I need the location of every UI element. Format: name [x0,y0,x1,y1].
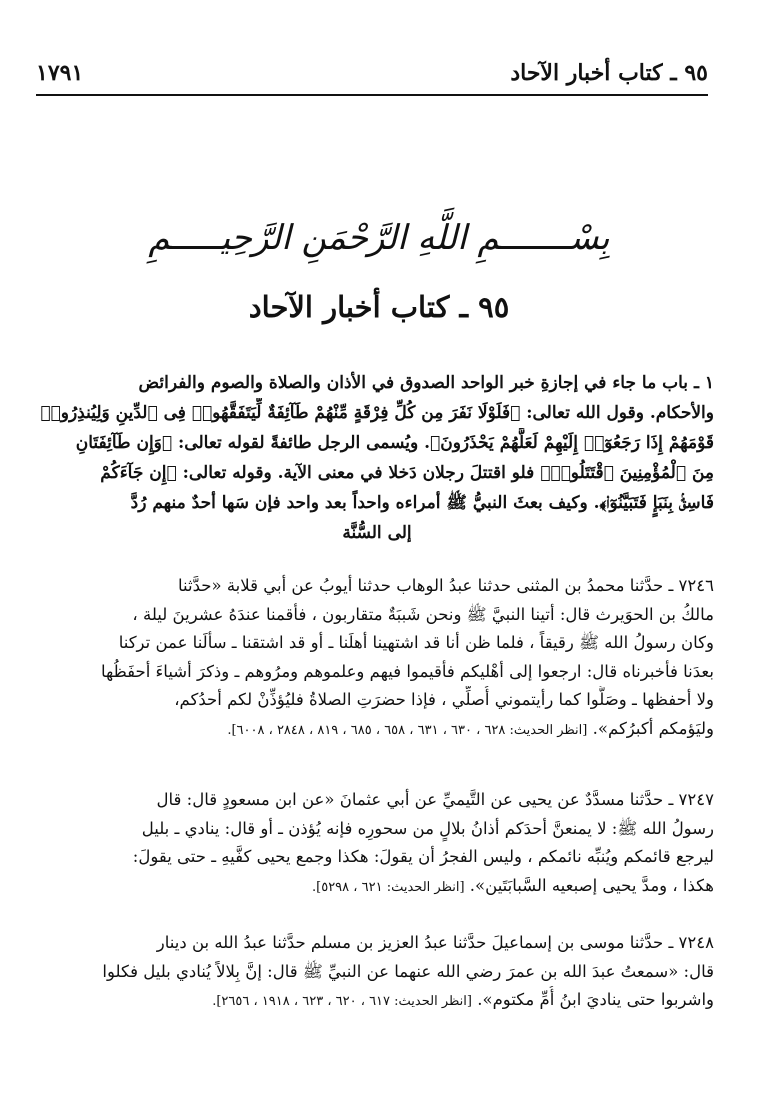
book-title: ٩٥ ـ كتاب أخبار الآحاد [248,290,510,324]
hadith-line: بعدَنا فأخبرناه قال: ارجعوا إلى أهْليكم فأقيموا فيهم وعلموهم ومرُوهم ـ وذكرَ أشياءَ أحفَظُها [101,661,714,681]
hadith-line: ولا أحفظها ـ وصَلُّوا كما رأيتموني أُصلِّي ، فإذا حضرَتِ الصلاةُ فليُؤذِّنْ لكم أحدُكم، [174,690,714,709]
hadith-text: وليَؤمكم أكبرُكم». [592,718,714,738]
hadith-7248 [40,929,714,1017]
hadith-text: هكذا ، ومدَّ يحيى إصبعيه السَّبابَتَين». [469,875,714,895]
bab-line: والأحكام. وقول الله تعالى: ﴿فَلَوْلَا نَفَرَ مِن كُلِّ فِرْقَةٍ مِّنْهُمْ طَآئِفَةٌ لِّيَتَفَقَّهُوا۟ فِى ٱلدِّينِ وَلِيُنذِرُوا۟ [40,403,714,423]
hadith-last-line [40,872,714,903]
bab-line: إلى السُّنَّة [342,523,412,543]
bab-line: فَاسِقٌۢ بِنَبَإٍ فَتَبَيَّنُوٓا۟﴾. وكيف بعثَ النبيُّ ﷺ أمراءه واحداً بعد واحد فإن سَها أحدٌ منهم رُدَّ [130,493,714,513]
header-page-number: ١٧٩١ [36,60,84,86]
hadith-7246 [40,572,714,745]
hadith-line: ليرجع قائمكم ويُنبِّه نائمكم ، وليس الفجرُ أن يقولَ: هكذا وجمع يحيى كفَّيهِ ـ حتى يقولَ: [132,847,714,866]
hadith-line: رسولُ الله ﷺ: لا يمنعنَّ أحدَكم أذانُ بلالٍ من سحورِه فإنه يُؤذن ـ أو قال: ينادي ـ بليل [141,818,714,838]
bab-line: ١ ـ باب ما جاء في إجازةِ خبر الواحد الصدوق في الأذان والصلاة والصوم والفرائض [138,373,714,393]
hadith-last-line [40,715,714,746]
hadith-last-line [40,986,714,1017]
hadith-cross-references: [انظر الحديث: ٦٢١ ، ٥٢٩٨]. [312,879,465,895]
running-header [36,58,708,96]
hadith-line: ٧٢٤٧ ـ حدَّثنا مسدَّدٌ عن يحيى عن التَّيميِّ عن أبي عثمانَ «عن ابن مسعودٍ قال: قال [156,790,714,809]
hadith-line: ٧٢٤٦ ـ حدَّثنا محمدُ بن المثنى حدثنا عبدُ الوهاب حدثنا أيوبُ عن أبي قلابة «حدَّثنا [178,576,714,595]
hadith-cross-references: [انظر الحديث: ٦١٧ ، ٦٢٠ ، ٦٢٣ ، ١٩١٨ ، ٢٦٥٦]. [212,994,472,1009]
header-chapter-title: ٩٥ ـ كتاب أخبار الآحاد [510,60,708,86]
bab-line: قَوْمَهُمْ إِذَا رَجَعُوٓا۟ إِلَيْهِمْ لَعَلَّهُمْ يَحْذَرُونَ﴾. ويُسمى الرجل طائفةً لقوله تعالى: ﴿وَإِن طَآئِفَتَانِ [75,433,714,453]
bab-line: مِنَ ٱلْمُؤْمِنِينَ ٱقْتَتَلُوا۟﴾ فلو اقتتلَ رجلان دَخلا في معنى الآية. وقوله تعالى: ﴿إِن جَآءَكُمْ [100,463,714,483]
hadith-text: واشربوا حتى يناديَ ابنُ أُمِّ مكتوم». [477,990,714,1009]
bab-heading [40,368,714,548]
hadith-line: قال: «سمعتُ عبدَ الله بن عمرَ رضي الله عنهما عن النبيِّ ﷺ قال: إنَّ بِلالاً يُنادي بليل فكلوا [102,961,714,981]
hadith-line: وكان رسولُ الله ﷺ رقيقاً ، فلما ظن أنا قد اشتهينا أهلَنا ـ أو قد اشتقنا ـ سألَنا عمن تركنا [118,633,714,652]
hadith-7247 [40,786,714,902]
hadith-line: مالكُ بن الحوَيرث قال: أتينا النبيَّ ﷺ ونحن شَببَةٌ متقاربون ، فأقمنا عندَهُ عشرينَ ليلة ، [132,604,714,624]
hadith-cross-references: [انظر الحديث: ٦٢٨ ، ٦٣٠ ، ٦٣١ ، ٦٥٨ ، ٦٨٥ ، ٨١٩ ، ٢٨٤٨ ، ٦٠٠٨]. [227,722,588,738]
basmala-ornament: بِسْـــــــمِ اللَّهِ الرَّحْمَنِ الرَّحِيـــــمِ [148,218,610,258]
hadith-line: ٧٢٤٨ ـ حدَّثنا موسى بن إسماعيلَ حدَّثنا عبدُ العزيز بن مسلم حدَّثنا عبدُ الله بن دينار [156,933,714,952]
